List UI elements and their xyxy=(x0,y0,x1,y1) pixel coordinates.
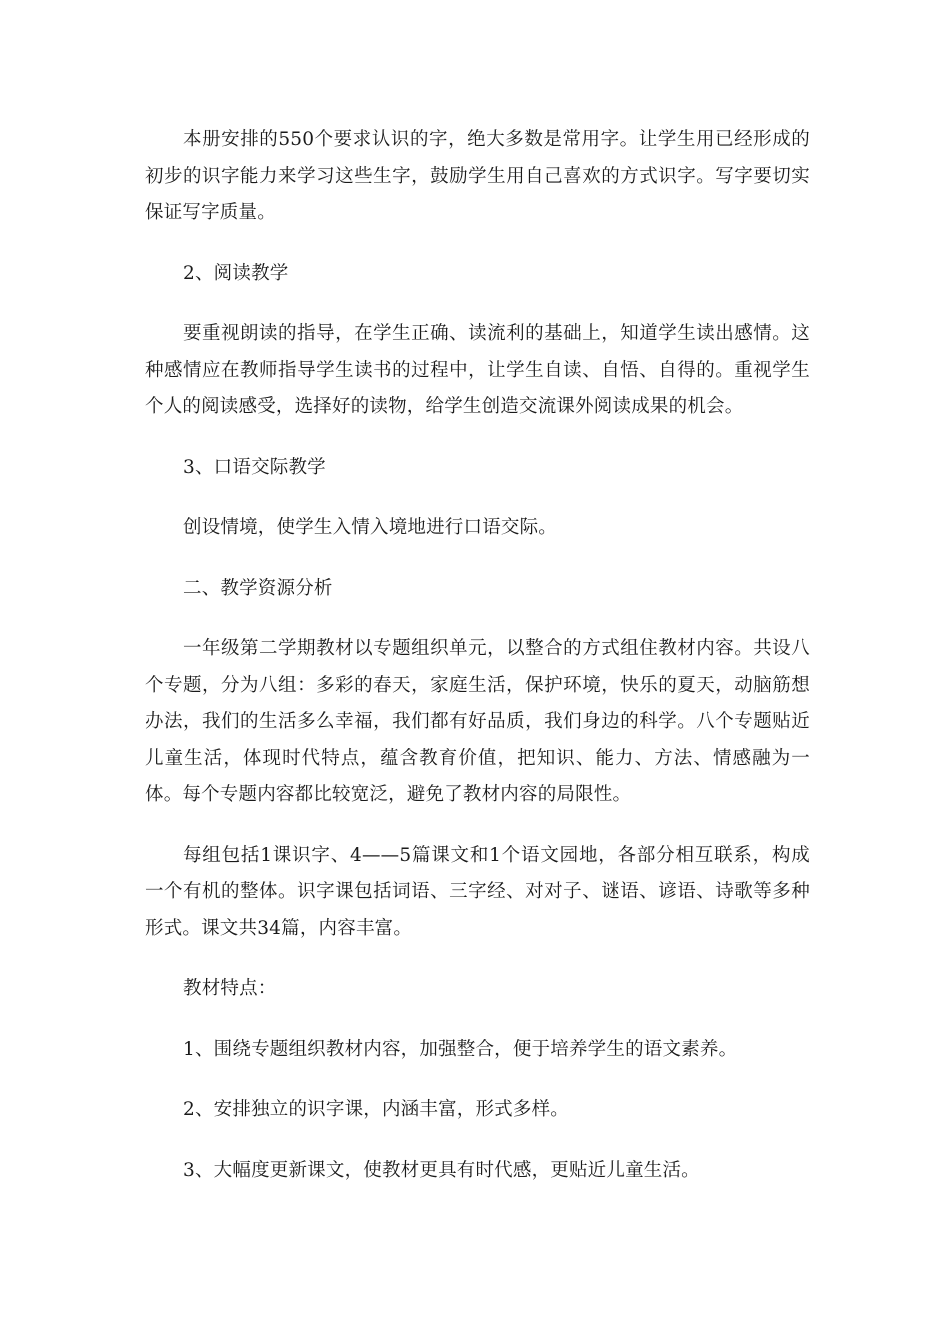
paragraph-oral-communication: 创设情境，使学生入情入境地进行口语交际。 xyxy=(183,517,558,538)
paragraph-reading: 要重视朗读的指导，在学生正确、读流利的基础上，知道学生读出感情。这种感情应在教师指导学生读书的过程中，让学生自读、自悟、自得的。重视学生个人的阅读感受，选择好的读物，给学生创造交流课外阅读成果的机会。 xyxy=(145,323,810,417)
heading-oral-communication: 3、口语交际教学 xyxy=(183,456,326,478)
paragraph-textbook-topics: 一年级第二学期教材以专题组织单元，以整合的方式组住教材内容。共设八个专题，分为八组：多彩的春天，家庭生活，保护环境，快乐的夏天，动脑筋想办法，我们的生活多么幸福，我们都有好品质，我们身边的科学。八个专题贴近儿童生活，体现时代特点，蕴含教育价值，把知识、能力、方法、情感融为一体。每个专题内容都比较宽泛，避免了教材内容的局限性。 xyxy=(145,638,810,805)
heading-resource-analysis: 二、教学资源分析 xyxy=(183,577,333,599)
paragraph-literacy: 本册安排的550个要求认识的字，绝大多数是常用字。让学生用已经形成的初步的识字能力来学习这些生字，鼓励学生用自己喜欢的方式识字。写字要切实保证写字质量。 xyxy=(145,129,810,223)
heading-textbook-features: 教材特点： xyxy=(183,978,277,999)
feature-item-2: 2、安排独立的识字课，内涵丰富，形式多样。 xyxy=(183,1099,569,1120)
paragraph-group-composition: 每组包括1课识字、4——5篇课文和1个语文园地，各部分相互联系，构成一个有机的整体。识字课包括词语、三字经、对对子、谜语、谚语、诗歌等多种形式。课文共34篇，内容丰富。 xyxy=(145,844,810,939)
document-body xyxy=(145,122,810,1213)
feature-item-1: 1、围绕专题组织教材内容，加强整合，便于培养学生的语文素养。 xyxy=(183,1038,738,1060)
feature-item-3: 3、大幅度更新课文，使教材更具有时代感，更贴近儿童生活。 xyxy=(183,1159,700,1181)
heading-reading-teaching: 2、阅读教学 xyxy=(183,262,289,284)
